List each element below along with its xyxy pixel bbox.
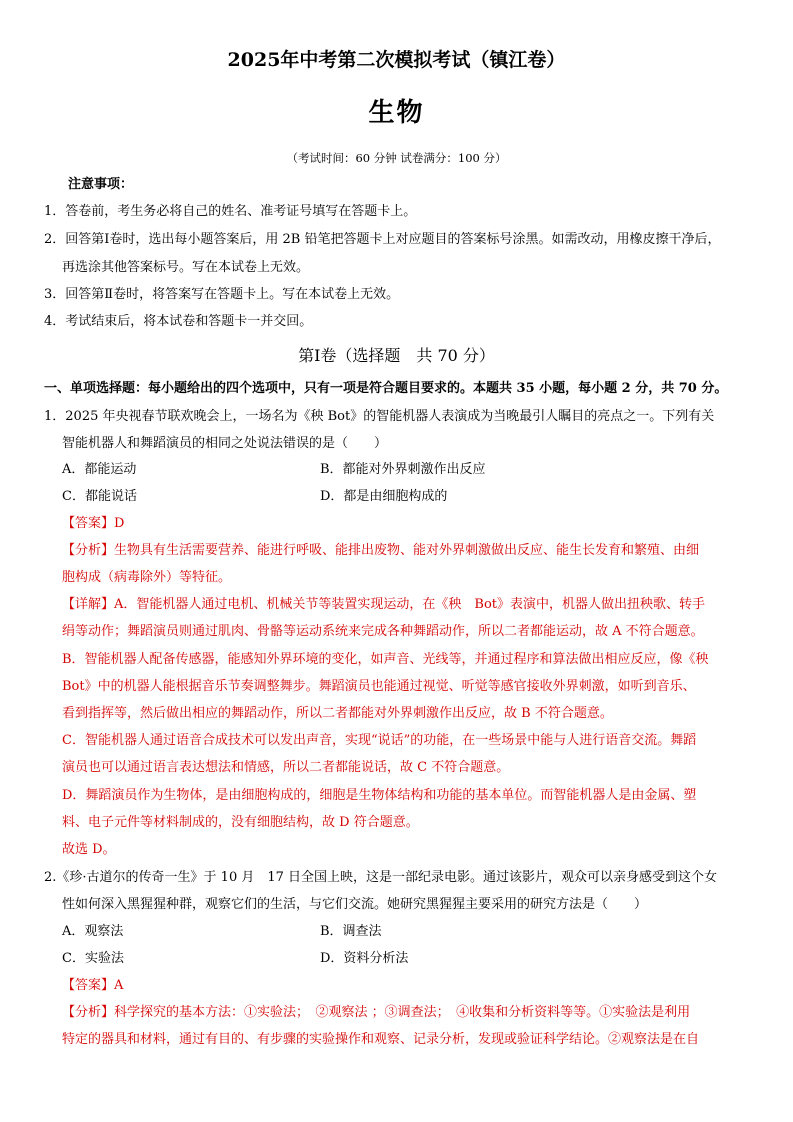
note-item-1: 1．答卷前，考生务必将自己的姓名、准考证号填写在答题卡上。 <box>44 204 417 219</box>
q1-detail-line: 看到指挥等，然后做出相应的舞蹈动作，所以二者都能对外界刺激作出反应，故 B 不符合题意。 <box>62 706 613 721</box>
section-title: 第Ⅰ卷（选择题 共 70 分） <box>298 346 495 365</box>
note-item-2: 2．回答第Ⅰ卷时，选出每小题答案后，用 2B 铅笔把答题卡上对应题目的答案标号涂黑。如需改动，用橡皮擦干净后， <box>44 232 721 247</box>
q1-detail-line: 绢等动作；舞蹈演员则通过肌肉、骨骼等运动系统来完成各种舞蹈动作，所以二者都能运动，故 A 不符合题意。 <box>62 624 704 639</box>
q2-option-a: A．观察法 <box>62 924 124 939</box>
q2-answer: 【答案】A <box>62 978 124 993</box>
q1-analysis-line1: 【分析】生物具有生活需要营养、能进行呼吸、能排出废物、能对外界刺激做出反应、能生长发育和繁殖、由细 <box>62 543 700 558</box>
note-item-2-cont: 再选涂其他答案标号。写在本试卷上无效。 <box>62 260 310 275</box>
exam-title: 2025年中考第二次模拟考试（镇江卷） <box>227 49 566 71</box>
q1-detail-line: 【详解】A．智能机器人通过电机、机械关节等装置实现运动，在《秧 Bot》表演中，机器人做出扭秧歌、转手 <box>62 597 705 612</box>
note-item-4: 4．考试结束后，将本试卷和答题卡一并交回。 <box>44 314 313 329</box>
q2-stem-line2: 性如何深入黑猩猩种群，观察它们的生活，与它们交流。她研究黑猩猩主要采用的研究方法是（ ） <box>62 897 648 912</box>
q1-stem-line1: 1．2025 年央视春节联欢晚会上，一场名为《秧 Bot》的智能机器人表演成为当晚最引人瞩目的亮点之一。下列有关 <box>44 409 715 424</box>
q2-option-c: C．实验法 <box>62 951 124 966</box>
q1-detail-line: C．智能机器人通过语音合成技术可以发出声音，实现“说话”的功能，在一些场景中能与人进行语音交流。舞蹈 <box>62 733 697 748</box>
q2-option-b: B．调查法 <box>320 924 382 939</box>
notes-heading: 注意事项： <box>68 177 134 192</box>
q1-detail-line: 料、电子元件等材料制成的，没有细胞结构，故 D 符合题意。 <box>62 815 419 830</box>
q2-option-d: D．资料分析法 <box>320 951 409 966</box>
q2-analysis-line1: 【分析】科学探究的基本方法：①实验法； ②观察法 ；③调查法； ④收集和分析资料等等。①实验法是利用 <box>62 1005 691 1020</box>
q1-detail-line: Bot》中的机器人能根据音乐节奏调整舞步。舞蹈演员也能通过视觉、听觉等感官接收外界刺激，如听到音乐、 <box>62 679 696 694</box>
exam-time-info: （考试时间：60 分钟 试卷满分：100 分） <box>286 151 507 165</box>
q1-option-d: D．都是由细胞构成的 <box>320 489 448 504</box>
q1-detail-line: D．舞蹈演员作为生物体，是由细胞构成的，细胞是生物体结构和功能的基本单位。而智能机器人是由金属、塑 <box>62 788 697 803</box>
q1-analysis-line2: 胞构成（病毒除外）等特征。 <box>62 570 232 585</box>
note-item-3: 3．回答第Ⅱ卷时，将答案写在答题卡上。写在本试卷上无效。 <box>44 287 400 302</box>
q1-detail-line: 故选 D。 <box>62 842 116 857</box>
q2-analysis-line2: 特定的器具和材料，通过有目的、有步骤的实验操作和观察、记录分析，发现或验证科学结论。②观察法是在自 <box>62 1032 700 1047</box>
q1-option-c: C．都能说话 <box>62 489 137 504</box>
q1-stem-line2: 智能机器人和舞蹈演员的相同之处说法错误的是（ ） <box>62 436 388 451</box>
section-instruction: 一、单项选择题：每小题给出的四个选项中，只有一项是符合题目要求的。本题共 35 小题，每小题 2 分，共 70 分。 <box>44 381 728 396</box>
q1-answer: 【答案】D <box>62 516 125 531</box>
q2-stem-line1: 2.《珍·古道尔的传奇一生》于 10 月 17 日全国上映，这是一部纪录电影。通过该影片，观众可以亲身感受到这个女 <box>44 870 718 885</box>
q1-detail-line: B．智能机器人配备传感器，能感知外界环境的变化，如声音、光线等，并通过程序和算法做出相应反应，像《秧 <box>62 652 709 667</box>
q1-detail-line: 演员也可以通过语言表达想法和情感，所以二者都能说话，故 C 不符合题意。 <box>62 760 510 775</box>
subject-title: 生物 <box>368 98 425 128</box>
q1-option-a: A．都能运动 <box>62 462 137 477</box>
q1-option-b: B．都能对外界刺激作出反应 <box>320 462 486 477</box>
